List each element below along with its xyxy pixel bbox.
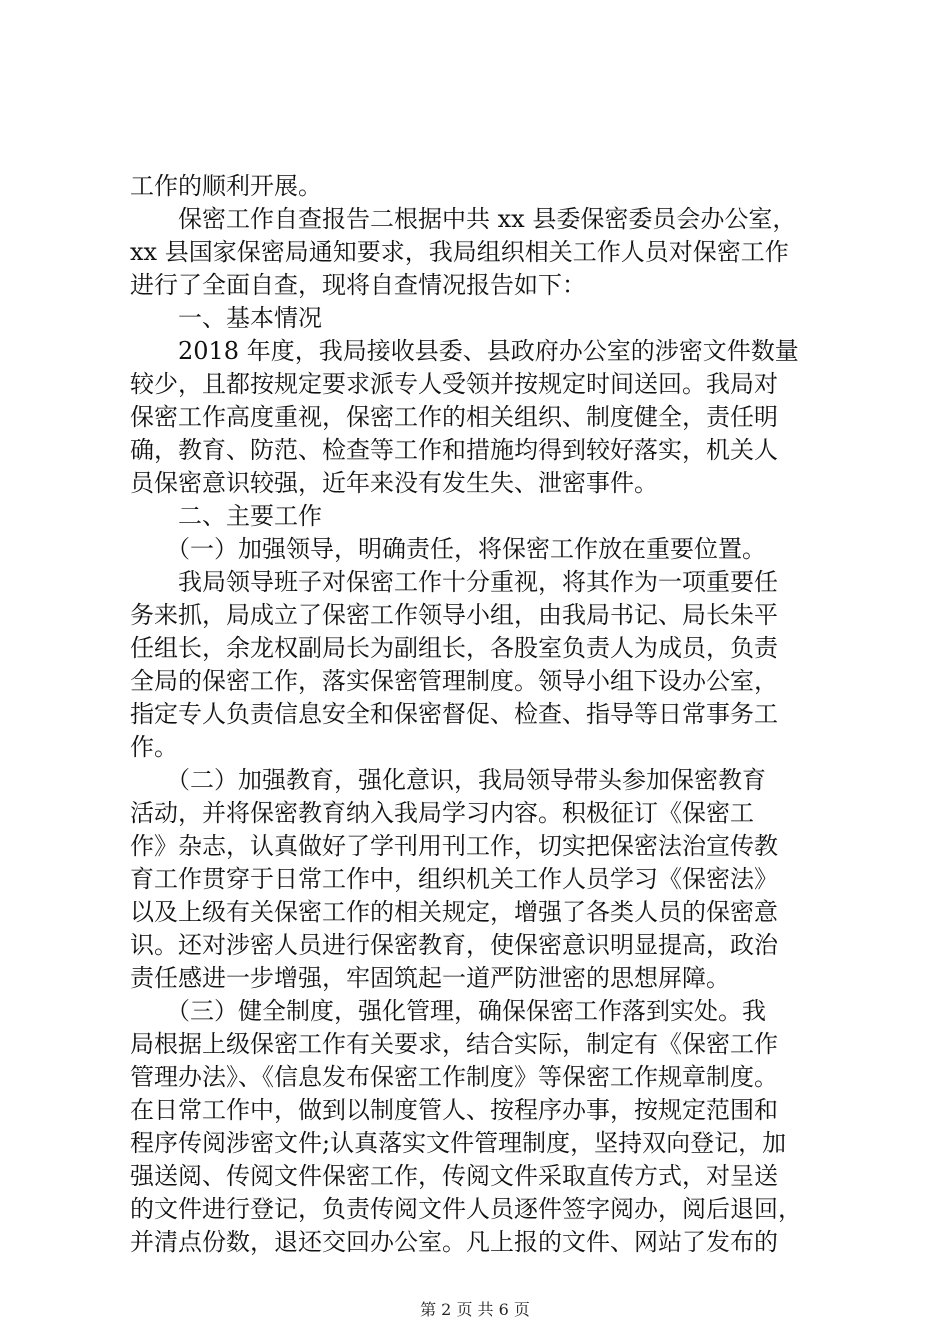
text-line: 以及上级有关保密工作的相关规定，增强了各类人员的保密意: [130, 898, 778, 926]
text-line: 活动，并将保密教育纳入我局学习内容。积极征订《保密工: [130, 799, 754, 827]
text-line: 确，教育、防范、检查等工作和措施均得到较好落实，机关人: [130, 436, 778, 464]
text-line: 识。还对涉密人员进行保密教育，使保密意识明显提高，政治: [130, 931, 778, 959]
text-line: 责任感进一步增强，牢固筑起一道严防泄密的思想屏障。: [130, 964, 730, 992]
text-line: 2018 年度，我局接收县委、县政府办公室的涉密文件数量: [130, 337, 799, 365]
text-line: 局根据上级保密工作有关要求，结合实际，制定有《保密工作: [130, 1030, 778, 1058]
section-heading: 二、主要工作: [130, 502, 322, 530]
text-line: xx 县国家保密局通知要求，我局组织相关工作人员对保密工作: [130, 238, 789, 266]
text-line: 务来抓，局成立了保密工作领导小组，由我局书记、局长朱平: [130, 601, 778, 629]
text-line: （二）加强教育，强化意识，我局领导带头参加保密教育: [130, 766, 766, 794]
page-number-footer: 第 2 页 共 6 页: [420, 1300, 530, 1319]
text-line: 员保密意识较强，近年来没有发生失、泄密事件。: [130, 469, 658, 497]
text-line: 管理办法》、《信息发布保密工作制度》等保密工作规章制度。: [130, 1063, 778, 1091]
document-body: [130, 170, 842, 1259]
text-line: 强送阅、传阅文件保密工作，传阅文件采取直传方式，对呈送: [130, 1162, 778, 1190]
text-line: 我局领导班子对保密工作十分重视，将其作为一项重要任: [130, 568, 778, 596]
text-line: 较少，且都按规定要求派专人受领并按规定时间送回。我局对: [130, 370, 778, 398]
section-heading: 一、基本情况: [130, 304, 322, 332]
text-line: 保密工作高度重视，保密工作的相关组织、制度健全，责任明: [130, 403, 778, 431]
text-line: 指定专人负责信息安全和保密督促、检查、指导等日常事务工: [130, 700, 778, 728]
text-line: 程序传阅涉密文件;认真落实文件管理制度，坚持双向登记，加: [130, 1129, 787, 1157]
text-line: 工作的顺利开展。: [130, 172, 322, 200]
subsection-heading: （一）加强领导，明确责任，将保密工作放在重要位置。: [130, 535, 766, 563]
text-line: 任组长，余龙权副局长为副组长，各股室负责人为成员，负责: [130, 634, 778, 662]
text-line: 育工作贯穿于日常工作中，组织机关工作人员学习《保密法》: [130, 865, 778, 893]
text-line: 并清点份数，退还交回办公室。凡上报的文件、网站了发布的: [130, 1228, 778, 1256]
text-line: 作。: [130, 733, 178, 761]
text-line: 作》杂志，认真做好了学刊用刊工作，切实把保密法治宣传教: [130, 832, 778, 860]
text-line: 的文件进行登记，负责传阅文件人员逐件签字阅办，阅后退回，: [130, 1195, 802, 1223]
text-line: （三）健全制度，强化管理，确保保密工作落到实处。我: [130, 997, 766, 1025]
text-line: 全局的保密工作，落实保密管理制度。领导小组下设办公室，: [130, 667, 778, 695]
text-line: 进行了全面自查，现将自查情况报告如下：: [130, 271, 586, 299]
text-line: 保密工作自查报告二根据中共 xx 县委保密委员会办公室，: [130, 205, 797, 233]
text-line: 在日常工作中，做到以制度管人、按程序办事，按规定范围和: [130, 1096, 778, 1124]
